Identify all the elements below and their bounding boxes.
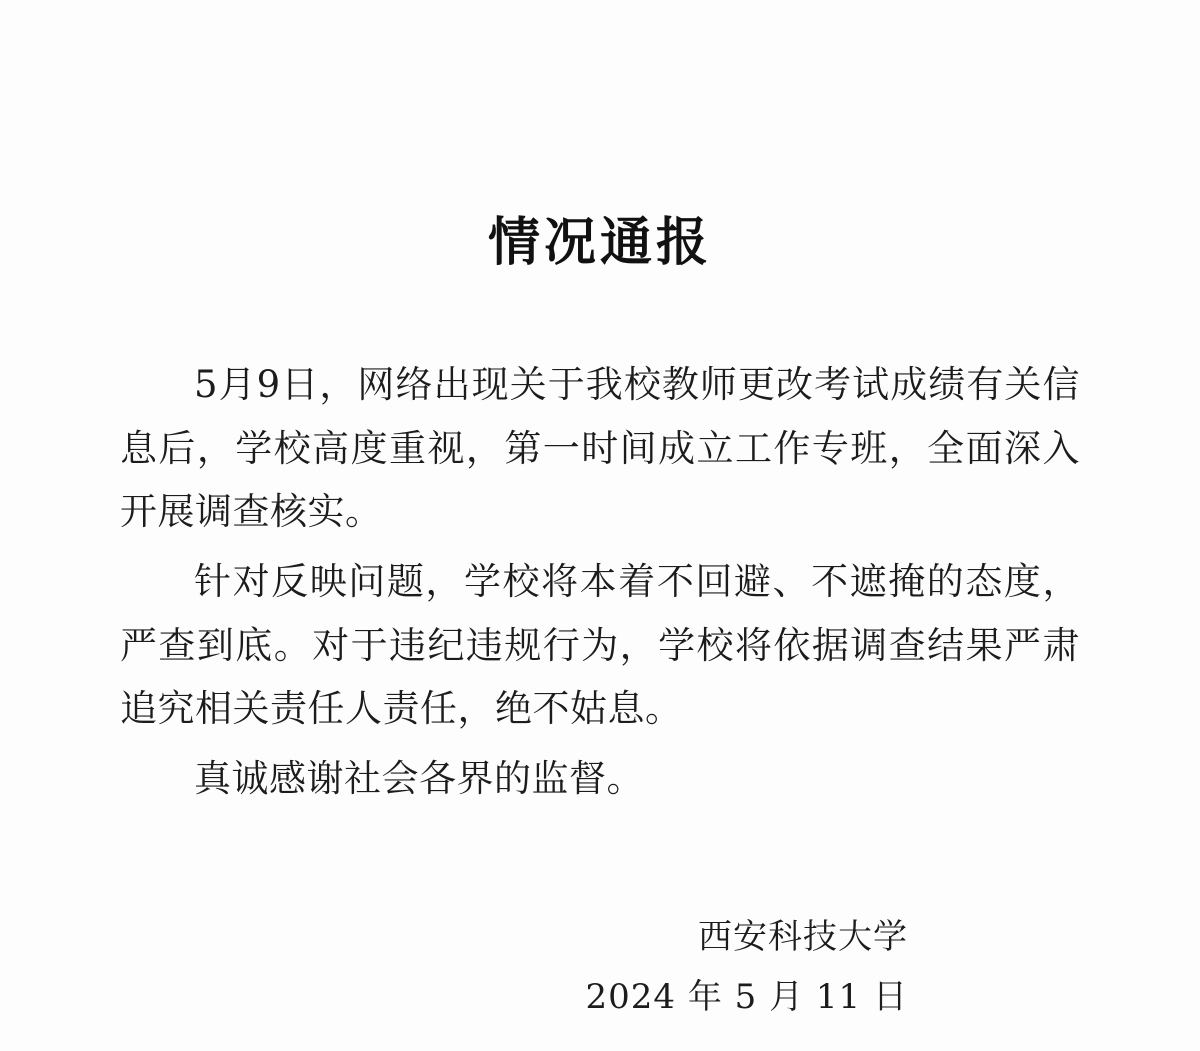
paragraph-3: 真诚感谢社会各界的监督。 (194, 756, 644, 800)
paragraph-2: 针对反映问题，学校将本着不回避、不遮掩的态度，严查到底。对于违纪违规行为，学校将依据调查结果严肃追究相关责任人责任，绝不姑息。 (120, 559, 1080, 731)
signature-block (120, 816, 1080, 1027)
signature-date: 2024 年 5 月 11 日 (585, 976, 908, 1017)
document-body (120, 275, 1080, 810)
paragraph-1: 5月9日，网络出现关于我校教师更改考试成绩有关信息后，学校高度重视，第一时间成立工作专班，全面深入开展调查核实。 (120, 363, 1080, 534)
signature-organization: 西安科技大学 (698, 917, 908, 958)
page-title: 情况通报 (487, 212, 712, 273)
